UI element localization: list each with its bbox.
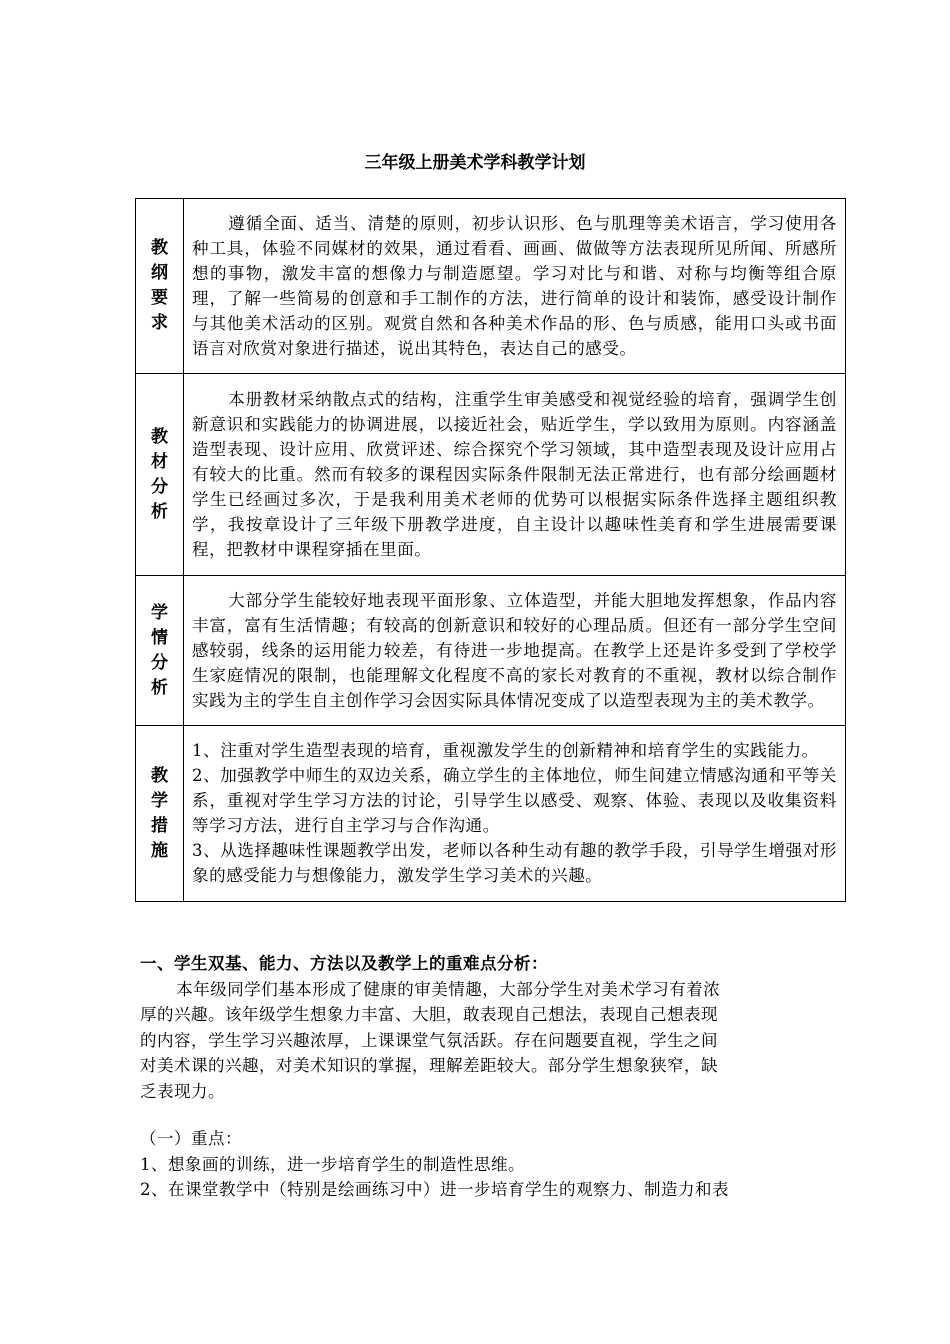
section-line: 对美术课的兴趣，对美术知识的掌握，理解差距较大。部分学生想象狭窄，缺 — [140, 1056, 718, 1075]
table-row — [136, 199, 846, 374]
row-content — [184, 726, 846, 902]
page-title: 三年级上册美术学科教学计划 — [364, 153, 586, 173]
table-row — [136, 726, 846, 902]
row-header: 教材分析 — [136, 374, 184, 576]
row-paragraph: 3、从选择趣味性课题教学出发，老师以各种生动有趣的教学手段，引导学生增强对形象的感受能力与想像能力，激发学生学习美术的兴趣。 — [192, 841, 837, 885]
row-content — [184, 576, 846, 726]
section-heading: 一、学生双基、能力、方法以及教学上的重难点分析： — [140, 954, 548, 973]
analysis-section — [140, 951, 820, 1104]
section-heading: （一）重点： — [140, 1129, 242, 1148]
section-line: 的内容，学生学习兴趣浓厚，上课课堂气氛活跃。存在问题要直视，学生之间 — [140, 1030, 718, 1050]
row-paragraph: 本册教材采纳散点式的结构，注重学生审美感受和视觉经验的培育，强调学生创新意识和实践能力的协调进展，以接近社会，贴近学生，学以致用为原则。内容涵盖造型表现、设计应用、欣赏评述、综合探究个学习领域，其中造型表现及设计应用占有较大的比重。然而有较多的课程因实际条件限制无法正常进行，也有部分绘画题材学生已经画过多次，于是我利用美术老师的优势可以根据实际条件选择主题组织教学，我按章设计了三年级下册教学进度，自主设计以趣味性美育和学生进展需要课程，把教材中课程穿插在里面。 — [192, 389, 837, 559]
section-line: 乏表现力。 — [140, 1081, 225, 1101]
row-paragraph: 1、注重对学生造型表现的培育，重视激发学生的创新精神和培育学生的实践能力。 — [192, 741, 819, 760]
row-paragraph: 2、加强教学中师生的双边关系，确立学生的主体地位，师生间建立情感沟通和平等关系，重视对学生学习方法的讨论，引导学生以感受、观察、体验、表现以及收集资料等学习方法，进行自主学习与合作沟通。 — [192, 766, 837, 835]
table-row — [136, 374, 846, 576]
key-points-section — [140, 1126, 830, 1203]
row-header: 教学措施 — [136, 726, 184, 902]
row-header: 教纲要求 — [136, 199, 184, 374]
row-content — [184, 199, 846, 374]
table-row — [136, 576, 846, 726]
row-paragraph: 大部分学生能较好地表现平面形象、立体造型，并能大胆地发挥想象，作品内容丰富，富有生活情趣；有较高的创新意识和较好的心理品质。但还有一部分学生空间感较弱，线条的运用能力较差，有待进一步地提高。在教学上还是许多受到了学校学生家庭情况的限制，也能理解文化程度不高的家长对教育的不重视，教材以综合制作实践为主的学生自主创作学习会因实际具体情况变成了以造型表现为主的美术教学。 — [192, 590, 837, 710]
section-line: 厚的兴趣。该年级学生想象力丰富、大胆，敢表现自己想法，表现自己想表现 — [140, 1005, 718, 1024]
row-paragraph: 遵循全面、适当、清楚的原则，初步认识形、色与肌理等美术语言，学习使用各种工具，体验不同媒材的效果，通过看看、画画、做做等方法表现所见所闻、所感所想的事物，激发丰富的想像力与制造愿望。学习对比与和谐、对称与均衡等组合原理，了解一些简易的创意和手工制作的方法，进行简单的设计和装饰，感受设计制作与其他美术活动的区别。观赏自然和各种美术作品的形、色与质感，能用口头或书面语言对欣赏对象进行描述，说出其特色，表达自己的感受。 — [192, 213, 837, 358]
section-line: 1、想象画的训练，进一步培育学生的制造性思维。 — [140, 1154, 525, 1174]
row-header: 学情分析 — [136, 576, 184, 726]
row-content — [184, 374, 846, 576]
plan-table — [135, 198, 846, 902]
section-line: 2、在课堂教学中（特别是绘画练习中）进一步培育学生的观察力、制造力和表 — [140, 1180, 729, 1199]
section-line: 本年级同学们基本形成了健康的审美情趣，大部分学生对美术学习有着浓 — [176, 979, 721, 999]
